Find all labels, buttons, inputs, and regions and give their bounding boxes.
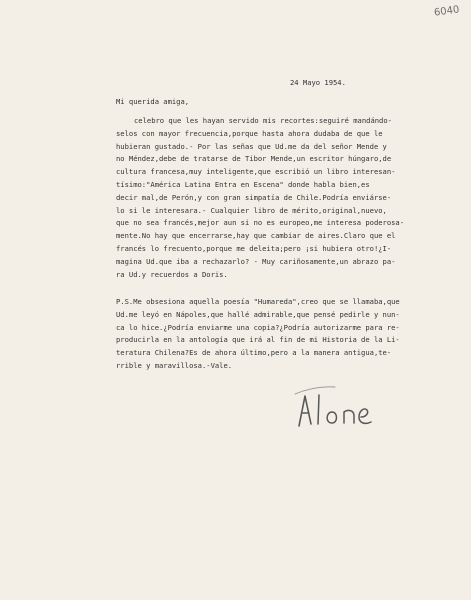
paragraph-line: que no sea francés,mejor aun si no es europeo,me interesa poderosa- — [116, 218, 405, 228]
handwritten-signature — [293, 372, 389, 432]
postscript-line: Ud.me leyó en Nápoles,que hallé admirable,que pensé pedirle y nun- — [116, 309, 400, 319]
paragraph-line: magina Ud.que iba a rechazarlo? - Muy cariñosamente,un abrazo pa- — [116, 256, 396, 266]
postscript-line: P.S.Me obsesiona aquella poesía "Humareda",creo que se llamaba,que — [116, 297, 400, 306]
postscript-line: rrible y maravillosa.-Vale. — [116, 360, 233, 370]
paragraph-line: hubieran gustado.- Por las señas que Ud.me da del señor Mende y — [116, 141, 387, 151]
paragraph-line: decir mal,de Perón,y con gran simpatía de Chile.Podría enviárse- — [116, 192, 392, 202]
paragraph-line: lo si le interesara.- Cualquier libro de mérito,original,nuevo, — [116, 205, 387, 215]
paragraph-line: mente.No hay que encerrarse,hay que cambiar de aires.Claro que el — [116, 231, 396, 241]
letter-salutation: Mi querida amiga, — [116, 97, 190, 106]
paragraph-line: no Méndez,debe de tratarse de Tibor Mende,un escritor húngaro,de — [116, 154, 392, 164]
postscript-line: ca lo hice.¿Podría enviarme una copia?¿Podría autorizarme para re- — [116, 322, 400, 332]
main-paragraph — [116, 115, 448, 281]
postscript-line: producirla en la antología que irá al fin de mi Historia de la Li- — [116, 335, 400, 345]
paragraph-line: selos con mayor frecuencia,porque hasta ahora dudaba de que le — [116, 128, 383, 138]
paragraph-line: ra Ud.y recuerdos a Doris. — [116, 269, 228, 279]
paragraph-line: cultura francesa,muy inteligente,que escribió un libro interesan- — [116, 167, 396, 177]
letter-date: 24 Mayo 1954. — [290, 78, 346, 87]
page-number: 6040 — [432, 4, 460, 19]
paragraph-line: celebro que les hayan servido mis recortes:seguiré mandándo- — [134, 116, 392, 125]
paragraph-line: francés lo frecuento,porque me deleita;pero ¡si hubiera otro!¿I- — [116, 243, 392, 253]
postscript-line: teratura Chilena?Es de ahora último,pero a la manera antigua,te- — [116, 348, 392, 358]
signature-scribble — [293, 372, 389, 432]
postscript — [116, 296, 448, 373]
paragraph-line: tísimo:"América Latina Entra en Escena" donde habla bien,es — [116, 179, 370, 189]
